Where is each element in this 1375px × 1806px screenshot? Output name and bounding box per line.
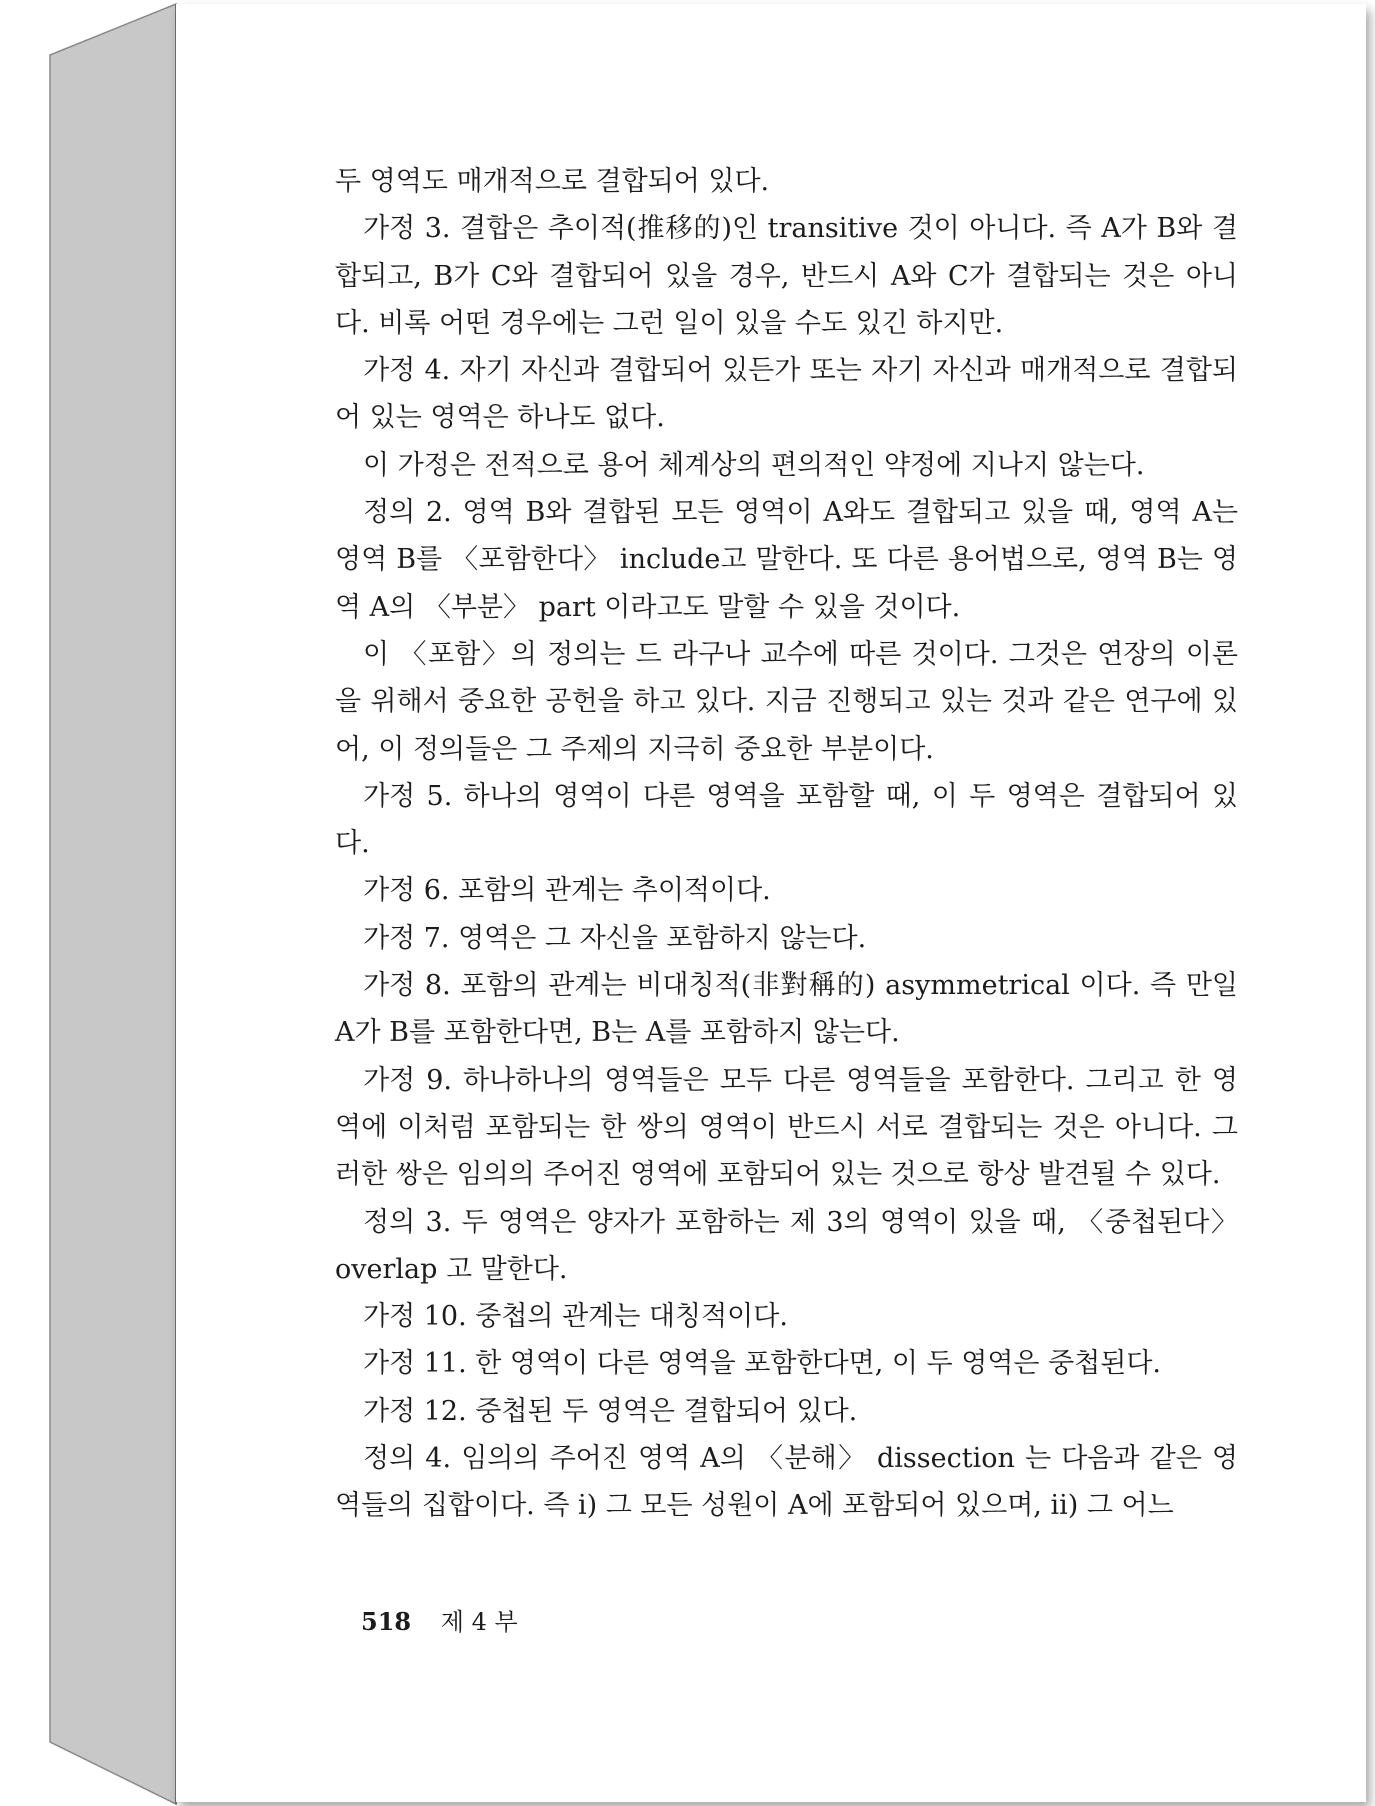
paragraph-assumption-9: 가정 9. 하나하나의 영역들은 모두 다른 영역들을 포함한다. 그리고 한 영역에 이처럼 포함되는 한 쌍의 영역이 반드시 서로 결합되는 것은 아니다. 그러한 쌍은 임의의 주어진 영역에 포함되어 있는 것으로 항상 발견될 수 있다. (335, 1064, 1238, 1191)
paragraph-note: 이 가정은 전적으로 용어 체계상의 편의적인 약정에 지나지 않는다. (363, 449, 1145, 481)
paragraph-definition-2: 정의 2. 영역 B와 결합된 모든 영역이 A와도 결합되고 있을 때, 영역 A는 영역 B를 〈포함한다〉 include고 말한다. 또 다른 용어법으로, 영역 B는 영역 A의 〈부분〉 part 이라고도 말할 수 있을 것이다. (335, 497, 1238, 623)
paragraph-assumption-11: 가정 11. 한 영역이 다른 영역을 포함한다면, 이 두 영역은 중첩된다. (363, 1348, 1161, 1380)
paragraph-assumption-5: 가정 5. 하나의 영역이 다른 영역을 포함할 때, 이 두 영역은 결합되어 있다. (335, 780, 1238, 860)
section-label: 제 4 부 (440, 1608, 518, 1636)
page-footer (361, 1602, 518, 1637)
paragraph-definition-3: 정의 3. 두 영역은 양자가 포함하는 제 3의 영역이 있을 때, 〈중첩된다〉 overlap 고 말한다. (335, 1206, 1238, 1285)
paragraph-assumption-7: 가정 7. 영역은 그 자신을 포함하지 않는다. (363, 922, 867, 954)
paragraph-inclusion-note: 이 〈포함〉의 정의는 드 라구나 교수에 따른 것이다. 그것은 연장의 이론을 위해서 중요한 공헌을 하고 있다. 지금 진행되고 있는 것과 같은 연구에 있어, 이 정의들은 그 주제의 지극히 중요한 부분이다. (335, 638, 1238, 765)
paragraph-assumption-6: 가정 6. 포함의 관계는 추이적이다. (363, 875, 771, 907)
paragraph-assumption-3: 가정 3. 결합은 추이적(推移的)인 transitive 것이 아니다. 즉 A가 B와 결합되고, B가 C와 결합되어 있을 경우, 반드시 A와 C가 결합되는 것은 아니다. 비록 어떤 경우에는 그런 일이 있을 수도 있긴 하지만. (335, 213, 1238, 339)
paragraph-assumption-4: 가정 4. 자기 자신과 결합되어 있든가 또는 자기 자신과 매개적으로 결합되어 있는 영역은 하나도 없다. (335, 355, 1238, 434)
paragraph-assumption-10: 가정 10. 중첩의 관계는 대칭적이다. (363, 1301, 788, 1333)
paragraph-definition-4: 정의 4. 임의의 주어진 영역 A의 〈분해〉 dissection 는 다음과 같은 영역들의 집합이다. 즉 ⅰ) 그 모든 성원이 A에 포함되어 있으며, ⅱ) 그 어느 (335, 1443, 1238, 1522)
page-text (335, 158, 1238, 1530)
page-number: 518 (361, 1607, 412, 1636)
paragraph-assumption-12: 가정 12. 중첩된 두 영역은 결합되어 있다. (363, 1395, 858, 1427)
paragraph-assumption-8: 가정 8. 포함의 관계는 비대칭적(非對稱的) asymmetrical 이다. 즉 만일 A가 B를 포함한다면, B는 A를 포함하지 않는다. (335, 970, 1238, 1049)
paragraph-1: 두 영역도 매개적으로 결합되어 있다. (335, 166, 770, 197)
